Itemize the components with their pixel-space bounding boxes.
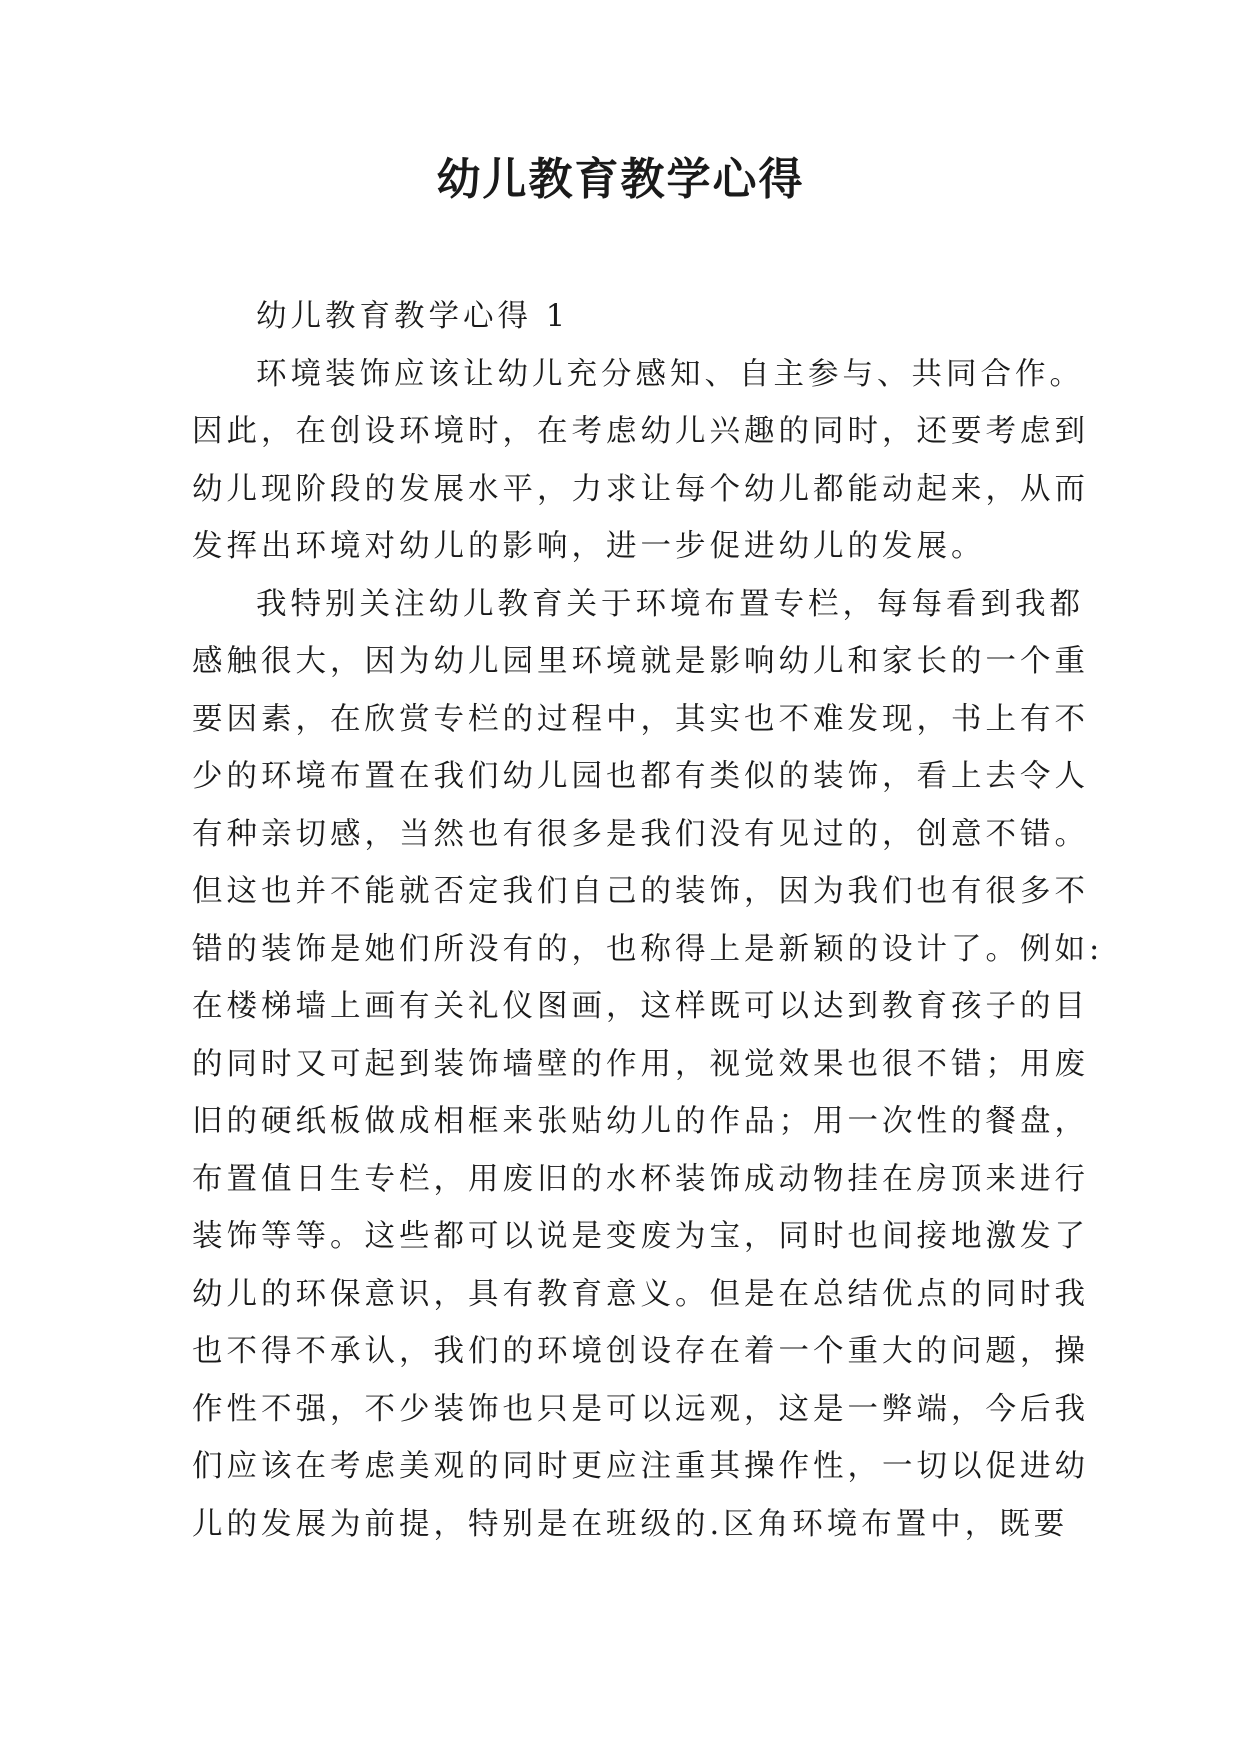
paragraph-line: 也不得不承认，我们的环境创设存在着一个重大的问题，操 (192, 1334, 1089, 1369)
paragraph-1 (192, 346, 1089, 576)
document-title: 幼儿教育教学心得 (436, 154, 805, 205)
paragraph-line: 有种亲切感，当然也有很多是我们没有见过的，创意不错。 (192, 816, 1089, 852)
paragraph-line: 的同时又可起到装饰墙壁的作用，视觉效果也很不错；用废 (192, 1046, 1089, 1082)
paragraph-line: 我特别关注幼儿教育关于环境布置专栏，每每看到我都 (256, 586, 1084, 622)
paragraph-line: 装饰等等。这些都可以说是变废为宝，同时也间接地激发了 (192, 1219, 1089, 1254)
paragraph-line: 幼儿现阶段的发展水平，力求让每个幼儿都能动起来，从而 (192, 471, 1089, 507)
paragraph-line: 作性不强，不少装饰也只是可以远观，这是一弊端，今后我 (192, 1391, 1089, 1427)
paragraph-line: 少的环境布置在我们幼儿园也都有类似的装饰，看上去令人 (192, 759, 1089, 794)
paragraph-line: 因此，在创设环境时，在考虑幼儿兴趣的同时，还要考虑到 (192, 414, 1089, 449)
paragraph-line: 环境装饰应该让幼儿充分感知、自主参与、共同合作。 (256, 356, 1084, 392)
paragraph-line: 幼儿的环保意识，具有教育意义。但是在总结优点的同时我 (192, 1276, 1089, 1312)
paragraph-2 (192, 576, 1104, 1554)
paragraph-line: 在楼梯墙上画有关礼仪图画，这样既可以达到教育孩子的目 (192, 989, 1089, 1024)
paragraph-line: 感触很大，因为幼儿园里环境就是影响幼儿和家长的一个重 (192, 644, 1089, 679)
paragraph-line: 们应该在考虑美观的同时更应注重其操作性，一切以促进幼 (192, 1449, 1089, 1484)
paragraph-line: 旧的硬纸板做成相框来张贴幼儿的作品；用一次性的餐盘， (192, 1104, 1089, 1139)
paragraph-line: 但这也并不能就否定我们自己的装饰，因为我们也有很多不 (192, 874, 1089, 909)
paragraph-line: 儿的发展为前提，特别是在班级的.区角环境布置中，既要 (192, 1506, 1069, 1542)
paragraph-line: 要因素，在欣赏专栏的过程中，其实也不难发现，书上有不 (192, 701, 1089, 737)
paragraph-line: 发挥出环境对幼儿的影响，进一步促进幼儿的发展。 (192, 529, 986, 564)
section-heading: 幼儿教育教学心得 1 (256, 299, 570, 334)
paragraph-line: 布置值日生专栏，用废旧的水杯装饰成动物挂在房顶来进行 (192, 1161, 1089, 1197)
paragraph-line: 错的装饰是她们所没有的，也称得上是新颖的设计了。例如: (192, 931, 1104, 967)
document-body (192, 288, 1104, 1553)
